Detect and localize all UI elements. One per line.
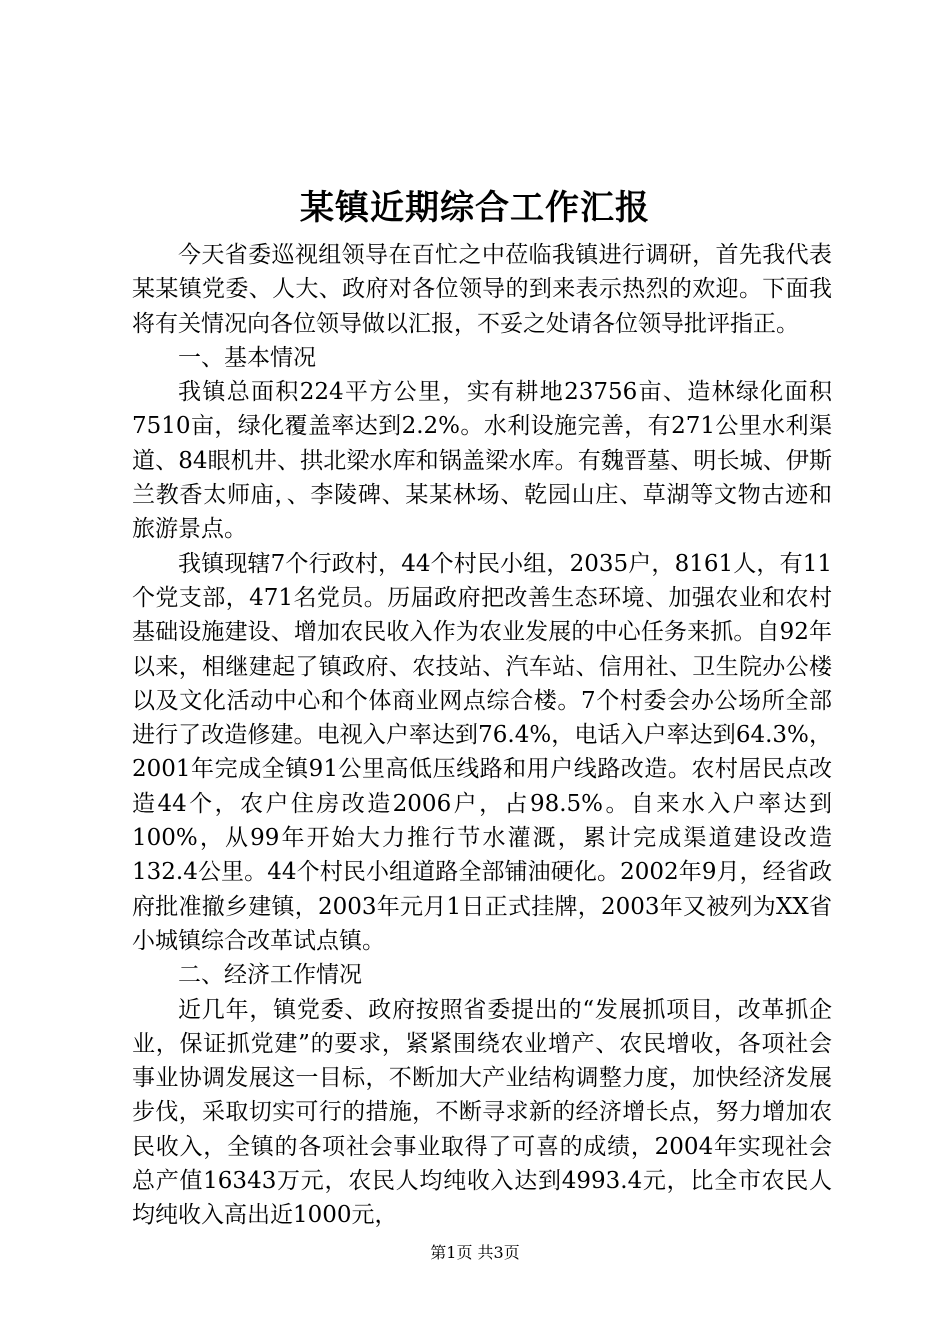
economy-paragraph: 近几年，镇党委、政府按照省委提出的“发展抓项目，改革抓企业，保证抓党建”的要求，紧紧围绕农业增产、农民增收，各项社会事业协调发展这一目标，不断加大产业结构调整力度，加快经济发展步伐，采取切实可行的措施，不断寻求新的经济增长点，努力增加农民收入，全镇的各项社会事业取得了可喜的成绩，2004年实现社会总产值16343万元，农民人均纯收入达到4993.4元，比全市农民人均纯收入高出近1000元， [132,996,832,1229]
intro-paragraph: 今天省委巡视组领导在百忙之中莅临我镇进行调研，首先我代表某某镇党委、人大、政府对各位领导的到来表示热烈的欢迎。下面我将有关情况向各位领导做以汇报，不妥之处请各位领导批评指正。 [132,242,832,337]
administration-paragraph: 我镇现辖7个行政村，44个村民小组，2035户，8161人，有11个党支部，471名党员。历届政府把改善生态环境、加强农业和农村基础设施建设、增加农民收入作为农业发展的中心任务来抓。自92年以来，相继建起了镇政府、农技站、汽车站、信用社、卫生院办公楼以及文化活动中心和个体商业网点综合楼。7个村委会办公场所全部进行了改造修建。电视入户率达到76.4%，电话入户率达到64.3%，2001年完成全镇91公里高低压线路和用户线路改造。农村居民点改造44个，农户住房改造2006户，占98.5%。自来水入户率达到100%，从99年开始大力推行节水灌溉，累计完成渠道建设改造132.4公里。44个村民小组道路全部铺油硬化。2002年9月，经省政府批准撤乡建镇，2003年元月1日正式挂牌，2003年又被列为XX省小城镇综合改革试点镇。 [132,550,832,954]
document-title: 某镇近期综合工作汇报 [300,188,650,228]
document-body [132,238,832,1233]
section-heading-economy: 二、经济工作情况 [178,962,362,989]
section-heading-basic: 一、基本情况 [178,344,316,371]
page-footer: 第1页 共3页 [430,1243,520,1262]
basic-info-paragraph: 我镇总面积224平方公里，实有耕地23756亩、造林绿化面积7510亩，绿化覆盖率达到2.2%。水利设施完善，有271公里水利渠道、84眼机井、拱北梁水库和锅盖梁水库。有魏晋墓、明长城、伊斯兰教香太师庙，、李陵碑、某某林场、乾园山庄、草湖等文物古迹和旅游景点。 [132,379,832,543]
